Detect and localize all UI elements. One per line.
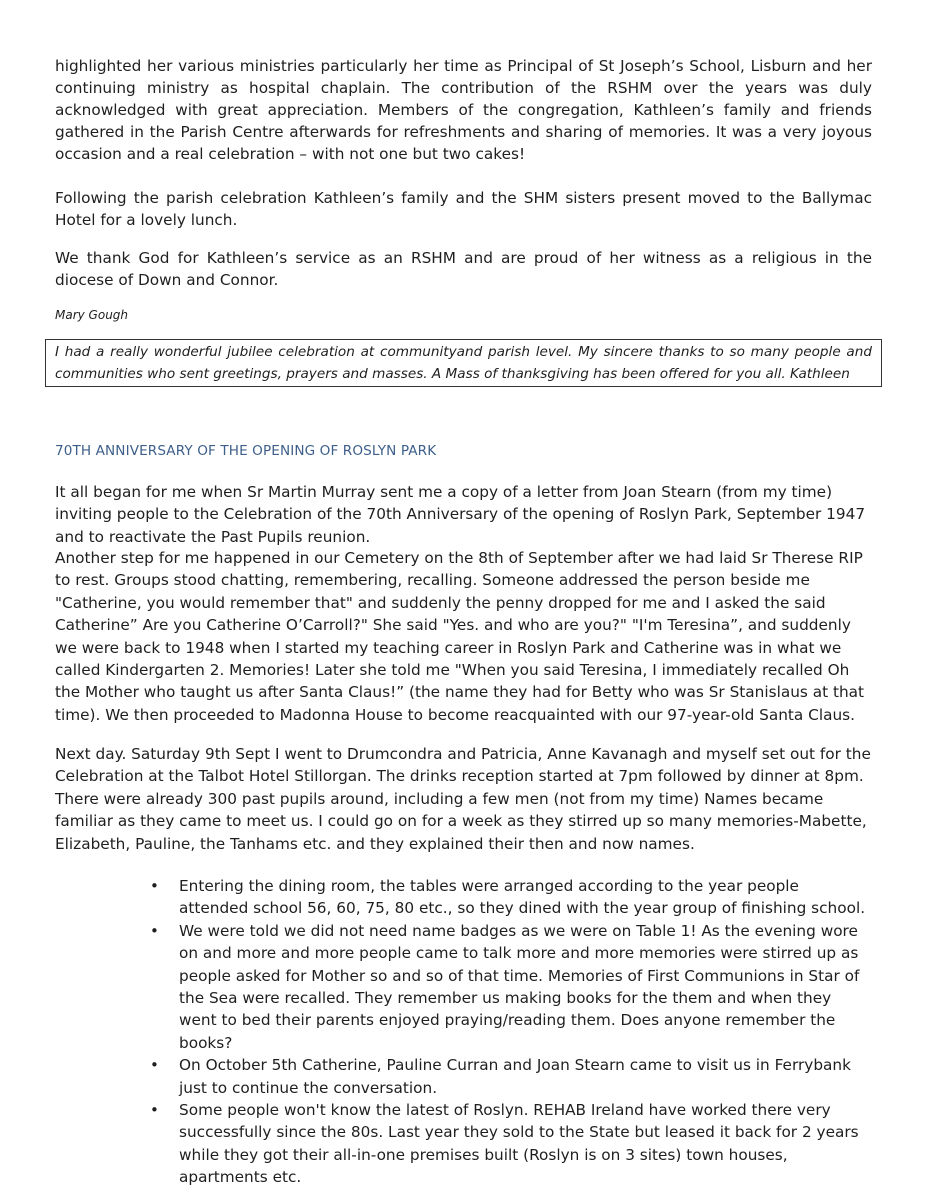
article-paragraph-1: It all began for me when Sr Martin Murray sent me a copy of a letter from Joan Stearn (from my time) inviting people to the Celebration of the 70th Anniversary of the opening of Roslyn Park, September 1947 and to reactivate the Past Pupils reunion. xyxy=(55,483,866,546)
section-heading: 70TH ANNIVERSARY OF THE OPENING OF ROSLYN PARK xyxy=(55,443,437,459)
list-item: • On October 5th Catherine, Pauline Curran and Joan Stearn came to visit us in Ferrybank just to continue the conversation. xyxy=(179,1054,872,1099)
boxed-thank-you-note: I had a really wonderful jubilee celebration at communityand parish level. My sincere thanks to so many people and communities who sent greetings, prayers and masses. A Mass of thanksgiving has been offered for you all. Kathleen xyxy=(45,339,882,387)
intro-paragraph-2: Following the parish celebration Kathleen’s family and the SHM sisters present moved to the Ballymac Hotel for a lovely lunch. xyxy=(55,189,872,229)
list-item: • Entering the dining room, the tables were arranged according to the year people attended school 56, 60, 75, 80 etc., so they dined with the year group of finishing school. xyxy=(179,875,872,920)
list-item: • Some people won't know the latest of Roslyn. REHAB Ireland have worked there very successfully since the 80s. Last year they sold to the State but leased it back for 2 years while they got their all-in-one premises built (Roslyn is on 3 sites) town houses, apartments etc. xyxy=(179,1099,872,1189)
list-item: • We were told we did not need name badges as we were on Table 1! As the evening wore on and more and more people came to talk more and more memories were stirred up as people asked for Mother so and so of that time. Memories of First Communions in Star of the Sea were recalled. They remember us making books for the them and when they went to bed their parents enjoyed praying/reading them. Does anyone remember the books? xyxy=(179,920,872,1054)
article-paragraph-3: Next day. Saturday 9th Sept I went to Drumcondra and Patricia, Anne Kavanagh and myself set out for the Celebration at the Talbot Hotel Stillorgan. The drinks reception started at 7pm followed by dinner at 8pm. There were already 300 past pupils around, including a few men (not from my time) Names became familiar as they came to meet us. I could go on for a week as they stirred up so many memories-Mabette, Elizabeth, Pauline, the Tanhams etc. and they explained their then and now names. xyxy=(55,745,871,853)
article-paragraph-2: Another step for me happened in our Cemetery on the 8th of September after we had laid Sr Therese RIP to rest. Groups stood chatting, remembering, recalling. Someone addressed the person beside me "Catherine, you would remember that" and suddenly the penny dropped for me and I asked the said Catherine” Are you Catherine O’Carroll?" She said "Yes. and who are you?" "I'm Teresina”, and suddenly we were back to 1948 when I started my teaching career in Roslyn Park and Catherine was in what we called Kindergarten 2. Memories! Later she told me "When you said Teresina, I immediately recalled Oh the Mother who taught us after Santa Claus!” (the name they had for Betty who was Sr Stanislaus at that time). We then proceeded to Madonna House to become reacquainted with our 97-year-old Santa Claus. xyxy=(55,549,865,724)
intro-paragraph-3: We thank God for Kathleen’s service as an RSHM and are proud of her witness as a religious in the diocese of Down and Connor. xyxy=(55,249,872,289)
intro-paragraph-1: highlighted her various ministries particularly her time as Principal of St Joseph’s School, Lisburn and her continuing ministry as hospital chaplain. The contribution of the RSHM over the years was duly acknowledged with great appreciation. Members of the congregation, Kathleen’s family and friends gathered in the Parish Centre afterwards for refreshments and sharing of memories. It was a very joyous occasion and a real celebration – with not one but two cakes! xyxy=(55,57,872,163)
signature: Mary Gough xyxy=(55,308,129,322)
bullet-list xyxy=(55,875,872,1189)
